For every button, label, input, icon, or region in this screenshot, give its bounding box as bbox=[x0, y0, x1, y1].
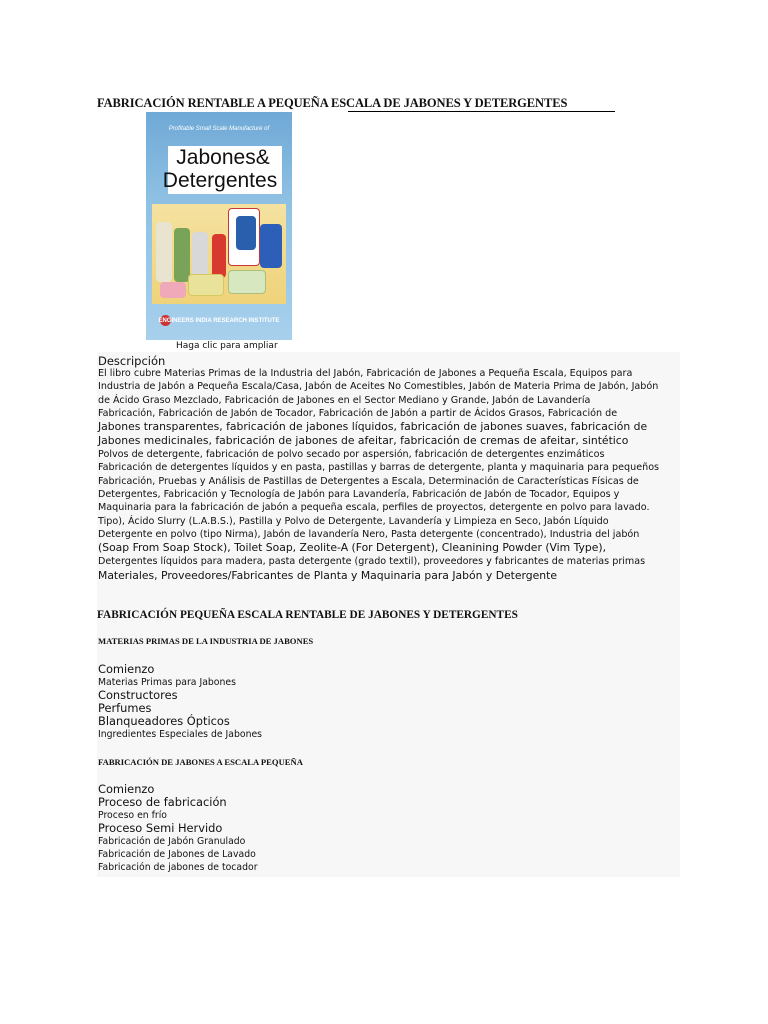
toc-item[interactable]: Proceso Semi Hervido bbox=[98, 821, 223, 835]
cover-publisher: ENGINEERS INDIA RESEARCH INSTITUTE bbox=[158, 318, 280, 324]
cover-product-photo bbox=[152, 204, 286, 304]
section-list-raw-materials bbox=[98, 663, 262, 741]
description-line: (Soap From Soap Stock), Toilet Soap, Zeolite-A (For Detergent), Cleanining Powder (Vim Type), bbox=[98, 541, 607, 555]
description-line: Detergente en polvo (tipo Nirma), Jabón de lavandería Nero, Pasta detergente (concentrado), Industria del jabón bbox=[98, 528, 640, 540]
description-line: Detergentes, Fabricación y Tecnología de Jabón para Lavandería, Fabricación de Jabón de Tocador, Equipos y bbox=[98, 489, 620, 501]
title-underline bbox=[348, 111, 615, 112]
product-bar bbox=[188, 274, 224, 296]
toc-item[interactable]: Comienzo bbox=[98, 782, 155, 796]
cover-title-line2: Detergentes bbox=[162, 169, 278, 192]
toc-item[interactable]: Proceso de fabricación bbox=[98, 795, 227, 809]
product-box bbox=[236, 216, 256, 250]
product-bar bbox=[228, 270, 266, 294]
description-line: de Ácido Graso Mezclado, Fabricación de Jabones en el Sector Mediano y Grande, Jabón de Lavandería bbox=[98, 394, 591, 406]
product-bar bbox=[160, 282, 186, 298]
toc-item[interactable]: Blanqueadores Ópticos bbox=[98, 714, 230, 728]
toc-item[interactable]: Perfumes bbox=[98, 701, 152, 715]
description-line: Jabones transparentes, fabricación de jabones líquidos, fabricación de jabones suaves, fabricación de bbox=[98, 420, 648, 434]
section-heading-small-scale: FABRICACIÓN DE JABONES A ESCALA PEQUEÑA bbox=[98, 757, 303, 767]
toc-item[interactable]: Fabricación de Jabón Granulado bbox=[98, 836, 246, 847]
toc-item[interactable]: Ingredientes Especiales de Jabones bbox=[98, 729, 263, 740]
product-bottle bbox=[212, 234, 226, 278]
description-line: Industria de Jabón a Pequeña Escala/Casa, Jabón de Aceites No Comestibles, Jabón de Materia Prima de Jabón, Jabón bbox=[98, 381, 659, 393]
description-line: El libro cubre Materias Primas de la Industria del Jabón, Fabricación de Jabones a Pequeña Escala, Equipos para bbox=[98, 368, 633, 379]
section-list-small-scale bbox=[98, 783, 258, 874]
toc-item[interactable]: Constructores bbox=[98, 688, 178, 702]
description-line: Maquinaria para la fabricación de jabón a pequeña escala, perfiles de proyectos, detergente en polvo para lavado. bbox=[98, 502, 650, 514]
cover-top-text: Profitable Small Scale Manufacture of bbox=[168, 126, 270, 132]
book-cover-image[interactable] bbox=[146, 112, 292, 340]
description-line: Jabones medicinales, fabricación de jabones de afeitar, fabricación de cremas de afeitar, sintético bbox=[98, 434, 629, 448]
description-line: Fabricación de detergentes líquidos y en pasta, pastillas y barras de detergente, planta y maquinaria para pequeños bbox=[98, 462, 660, 474]
product-bottle bbox=[260, 224, 282, 268]
cover-title-box bbox=[162, 146, 282, 194]
toc-item[interactable]: Comienzo bbox=[98, 662, 155, 676]
cover-title-line1: Jabones& bbox=[176, 146, 270, 169]
product-bottle bbox=[156, 222, 172, 282]
description-text bbox=[98, 367, 673, 583]
page-title: FABRICACIÓN RENTABLE A PEQUEÑA ESCALA DE JABONES Y DETERGENTES bbox=[97, 96, 568, 110]
description-line: Materiales, Proveedores/Fabricantes de Planta y Maquinaria para Jabón y Detergente bbox=[98, 568, 558, 582]
product-bottle bbox=[174, 228, 190, 282]
toc-item[interactable]: Proceso en frío bbox=[98, 810, 168, 821]
description-line: Detergentes líquidos para madera, pasta detergente (grado textil), proveedores y fabricantes de materias primas bbox=[98, 556, 646, 568]
description-line: Tipo), Ácido Slurry (L.A.B.S.), Pastilla y Polvo de Detergente, Lavandería y Limpieza en Seco, Jabón Líquido bbox=[98, 515, 609, 527]
description-line: Polvos de detergente, fabricación de polvo secado por aspersión, fabricación de detergentes enzimáticos bbox=[98, 449, 605, 461]
description-heading: Descripción bbox=[98, 354, 166, 368]
toc-heading: FABRICACIÓN PEQUEÑA ESCALA RENTABLE DE JABONES Y DETERGENTES bbox=[97, 609, 518, 621]
toc-item[interactable]: Fabricación de jabones de tocador bbox=[98, 862, 258, 873]
enlarge-caption-link[interactable]: Haga clic para ampliar bbox=[176, 341, 278, 351]
description-line: Fabricación, Pruebas y Análisis de Pastillas de Detergentes a Escala, Determinación de Características Físicas de bbox=[98, 475, 639, 487]
toc-item[interactable]: Materias Primas para Jabones bbox=[98, 677, 236, 688]
description-line: Fabricación, Fabricación de Jabón de Tocador, Fabricación de Jabón a partir de Ácidos Grasos, Fabricación de bbox=[98, 407, 618, 419]
toc-item[interactable]: Fabricación de Jabones de Lavado bbox=[98, 849, 256, 860]
section-heading-raw-materials: MATERIAS PRIMAS DE LA INDUSTRIA DE JABONES bbox=[98, 636, 314, 646]
